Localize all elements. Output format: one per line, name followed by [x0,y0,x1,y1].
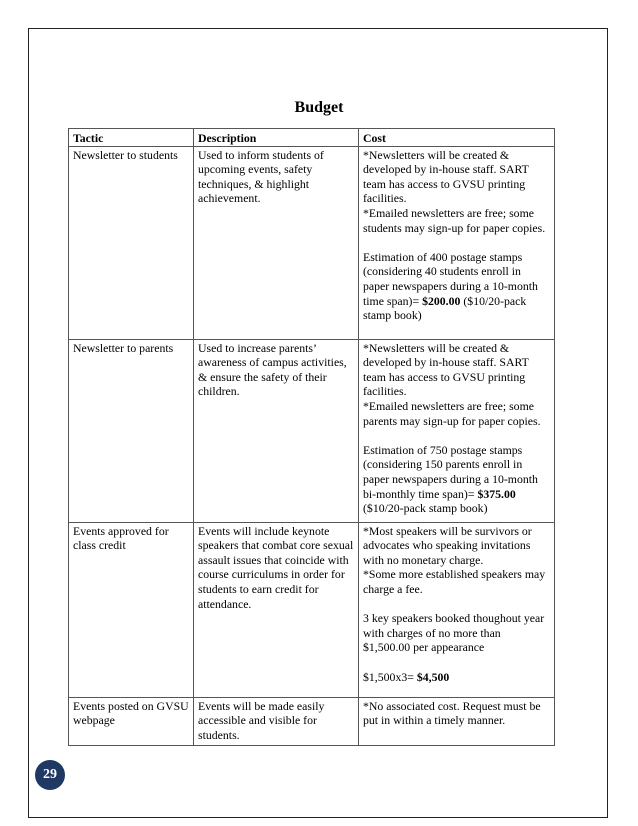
header-tactic: Tactic [69,129,194,147]
tactic-cell: Events approved for class credit [69,522,194,697]
header-description: Description [194,129,359,147]
description-cell: Used to increase parents’ awareness of campus activities, & ensure the safety of their children. [194,339,359,522]
header-cost: Cost [359,129,555,147]
cost-amount: $4,500 [416,669,450,684]
cost-cell [359,146,555,339]
cost-text: *Emailed newsletters are free; some parents may sign-up for paper copies. [363,398,541,428]
cost-text: *No associated cost. Request must be put in within a timely manner. [363,698,541,728]
description-cell: Events will include keynote speakers that combat core sexual assault issues that coincide with course curriculums in order for students to earn credit for attendance. [194,522,359,697]
budget-table [68,128,555,746]
table-row [69,146,555,339]
cost-text: $1,500x3= [363,669,417,684]
description-cell: Events will be made easily accessible and visible for students. [194,697,359,746]
page-number-badge: 29 [35,760,65,790]
tactic-cell: Newsletter to students [69,146,194,339]
cost-text: *Some more established speakers may charge a fee. [363,567,546,596]
table-row [69,522,555,697]
cost-text: *Newsletters will be created & developed by in-house staff. SART team has access to GVSU printing facilities. [363,340,529,399]
cost-amount: $375.00 [477,486,516,501]
description-cell: Used to inform students of upcoming events, safety techniques, & highlight achievement. [194,146,359,339]
cost-text: ($10/20-pack stamp book) [363,293,527,323]
tactic-cell: Events posted on GVSU webpage [69,697,194,746]
cost-text: *Most speakers will be survivors or advocates who speaking invitations with no monetary charge. [363,523,532,567]
cost-amount: $200.00 [422,293,461,308]
cost-cell [359,697,555,746]
cost-text: Estimation of 400 postage stamps (considering 40 students enroll in paper newspapers during a 10-month time span)= [363,249,538,308]
cost-cell [359,339,555,522]
cost-text: *Newsletters will be created & developed by in-house staff. SART team has access to GVSU printing facilities. [363,147,529,206]
cost-text: Estimation of 750 postage stamps (considering 150 parents enroll in paper newspapers during a 10-month bi-monthly time span)= [363,442,538,501]
table-row [69,339,555,522]
page-title: Budget [294,99,344,116]
cost-cell [359,522,555,697]
cost-text: *Emailed newsletters are free; some students may sign-up for paper copies. [363,205,546,235]
cost-text: ($10/20-pack stamp book) [363,501,488,516]
table-row [69,697,555,746]
cost-text: 3 key speakers booked thoughout year with charges of no more than $1,500.00 per appearance [363,611,545,655]
tactic-cell: Newsletter to parents [69,339,194,522]
table-header-row [69,129,555,147]
